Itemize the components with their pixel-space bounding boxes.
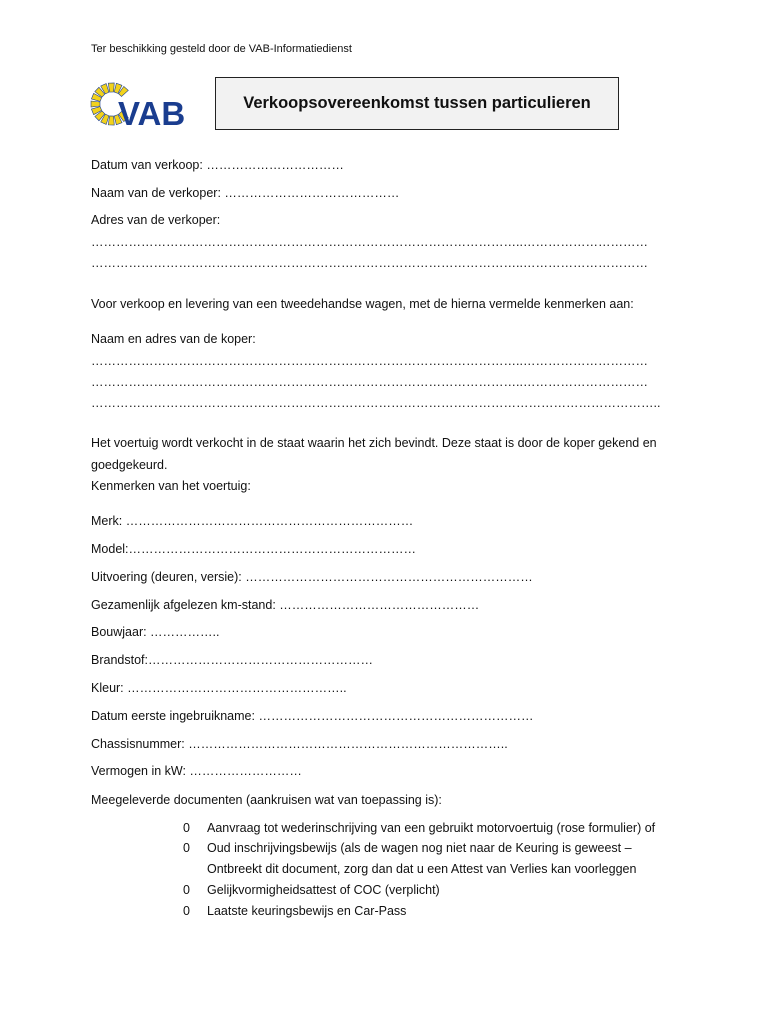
buyer-label: Naam en adres van de koper: (91, 332, 256, 346)
document-item: Aanvraag tot wederinschrijving van een gebruikt motorvoertuig (rose formulier) of (207, 821, 656, 835)
document-item: Oud inschrijvingsbewijs (als de wagen nog niet naar de Keuring is geweest – (207, 841, 632, 855)
vehicle-field-model: Model:…………………………………………………………… (91, 542, 417, 556)
vehicle-field-merk: Merk: …………………………………………………………… (91, 514, 414, 528)
vehicle-field-eerste-ingebruikname: Datum eerste ingebruikname: ………………………………………………………… (91, 709, 534, 723)
buyer-line: ……………………………………………………………………………………………………………………….. (91, 396, 661, 410)
title-box (215, 77, 619, 130)
document-item: Laatste keuringsbewijs en Car-Pass (207, 904, 407, 918)
logo-text: VAB (118, 95, 186, 130)
document-checkbox-marker: 0 (183, 883, 190, 897)
vehicle-field-bouwjaar: Bouwjaar: …………….. (91, 625, 220, 639)
document-checkbox-marker: 0 (183, 904, 190, 918)
vehicle-heading: Kenmerken van het voertuig: (91, 479, 251, 493)
field-adres-verkoper-line: …………………………………………………………………………………………..………………………… (91, 235, 648, 249)
vehicle-field-brandstof: Brandstof:……………………………………………… (91, 653, 373, 667)
documents-label: Meegeleverde documenten (aankruisen wat van toepassing is): (91, 793, 442, 807)
vehicle-field-uitvoering: Uitvoering (deuren, versie): …………………………………………………………… (91, 570, 533, 584)
intro-text: Voor verkoop en levering van een tweedehandse wagen, met de hierna vermelde kenmerken aan: (91, 297, 634, 311)
header-provided-by: Ter beschikking gesteld door de VAB-Informatiedienst (91, 43, 352, 55)
field-datum-verkoop: Datum van verkoop: …………………………… (91, 158, 344, 172)
vehicle-field-chassisnummer: Chassisnummer: ………………………………………………………………….. (91, 737, 508, 751)
field-adres-verkoper-line: …………………………………………………………………………………………..………………………… (91, 256, 648, 270)
page-title: Verkoopsovereenkomst tussen particulieren (243, 94, 591, 112)
vehicle-field-km-stand: Gezamenlijk afgelezen km-stand: ………………………………………… (91, 598, 480, 612)
document-checkbox-marker: 0 (183, 821, 190, 835)
vehicle-field-vermogen: Vermogen in kW: ……………………… (91, 764, 302, 778)
field-naam-verkoper: Naam van de verkoper: …………………………………… (91, 186, 400, 200)
vab-logo (88, 78, 190, 130)
field-adres-verkoper-label: Adres van de verkoper: (91, 213, 221, 227)
document-item: Gelijkvormigheidsattest of COC (verplicht) (207, 883, 440, 897)
buyer-line: …………………………………………………………………………………………..………………………… (91, 375, 648, 389)
statement-line: Het voertuig wordt verkocht in de staat waarin het zich bevindt. Deze staat is door de koper gekend en (91, 436, 657, 450)
statement-line: goedgekeurd. (91, 458, 168, 472)
buyer-line: …………………………………………………………………………………………..………………………… (91, 354, 648, 368)
document-checkbox-marker: 0 (183, 841, 190, 855)
vehicle-field-kleur: Kleur: …………………………………………….. (91, 681, 347, 695)
document-item-continued: Ontbreekt dit document, zorg dan dat u een Attest van Verlies kan voorleggen (207, 862, 637, 876)
